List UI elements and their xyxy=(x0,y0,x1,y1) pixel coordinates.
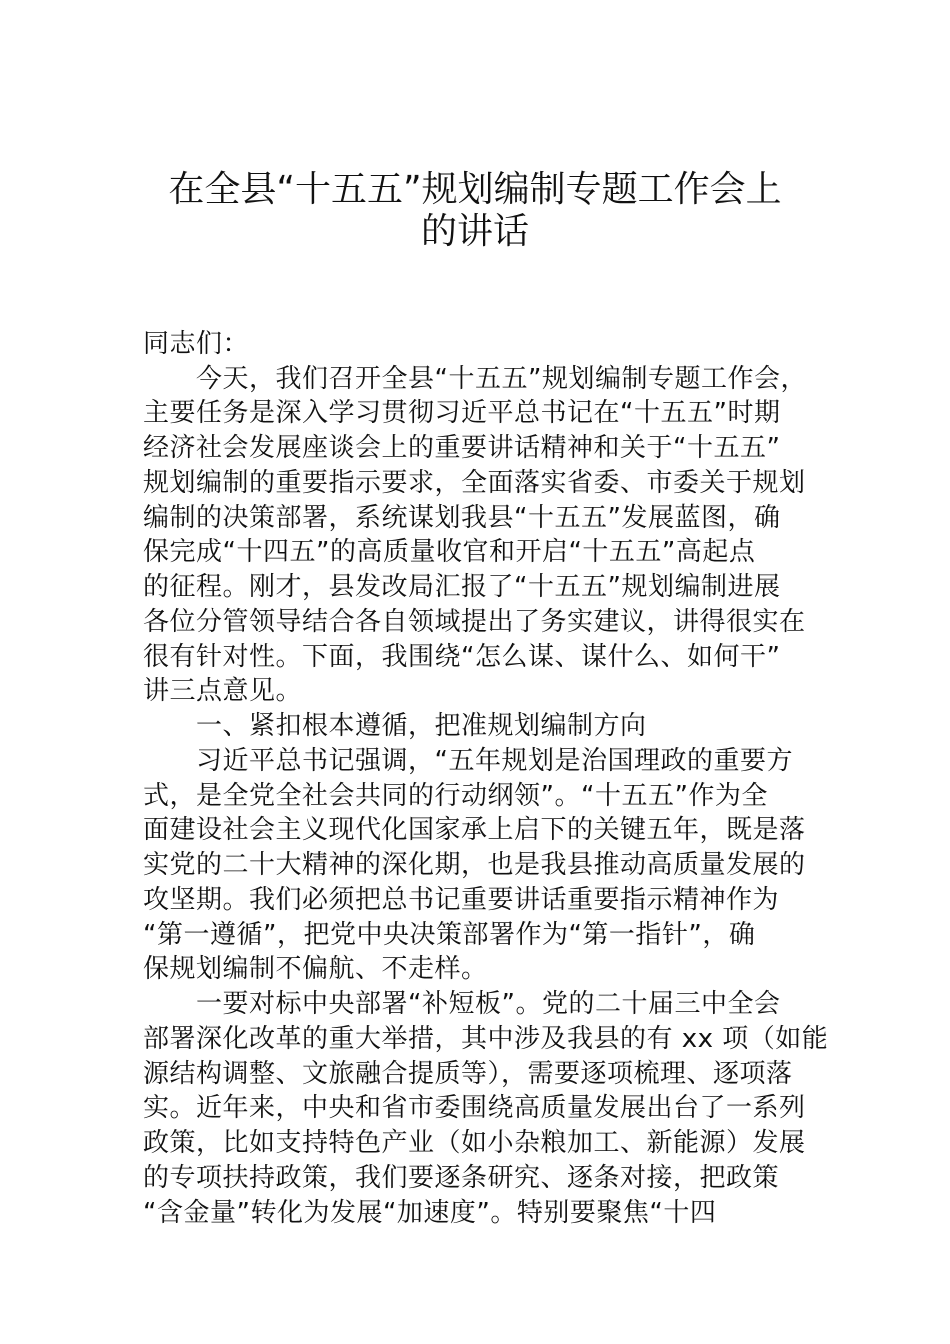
paragraph-line: 规划编制的重要指示要求，全面落实省委、市委关于规划 xyxy=(143,468,806,498)
paragraph-line: 编制的决策部署，系统谋划我县“十五五”发展蓝图，确 xyxy=(143,503,781,533)
paragraph-line: 实。近年来，中央和省市委围绕高质量发展出台了一系列 xyxy=(143,1093,806,1123)
paragraph-line: 面建设社会主义现代化国家承上启下的关键五年，既是落 xyxy=(143,815,806,845)
document-title-line-2: 的讲话 xyxy=(420,211,529,252)
paragraph-line: 的专项扶持政策，我们要逐条研究、逐条对接，把政策 xyxy=(143,1163,780,1193)
salutation: 同志们： xyxy=(143,329,250,359)
paragraph-line: 习近平总书记强调，“五年规划是治国理政的重要方 xyxy=(143,746,793,776)
paragraph-line: 源结构调整、文旅融合提质等），需要逐项梳理、逐项落 xyxy=(143,1059,793,1089)
paragraph-line: 攻坚期。我们必须把总书记重要讲话重要指示精神作为 xyxy=(143,885,780,915)
paragraph-line: 保完成“十四五”的高质量收官和开启“十五五”高起点 xyxy=(143,537,756,567)
paragraph-line: 一要对标中央部署“补短板”。党的二十届三中全会 xyxy=(143,989,781,1019)
paragraph-line: 政策，比如支持特色产业（如小杂粮加工、新能源）发展 xyxy=(143,1128,806,1158)
paragraph-line: 实党的二十大精神的深化期，也是我县推动高质量发展的 xyxy=(143,850,806,880)
paragraph-line: 的征程。刚才，县发改局汇报了“十五五”规划编制进展 xyxy=(143,572,781,602)
paragraph-line: 今天，我们召开全县“十五五”规划编制专题工作会， xyxy=(143,364,807,394)
paragraph-line: 部署深化改革的重大举措，其中涉及我县的有 xx 项（如能 xyxy=(143,1024,829,1054)
section-heading: 一、紧扣根本遵循，把准规划编制方向 xyxy=(143,711,647,741)
paragraph-line: “含金量”转化为发展“加速度”。特别要聚焦“十四 xyxy=(143,1198,717,1228)
paragraph-line: 主要任务是深入学习贯彻习近平总书记在“十五五”时期 xyxy=(143,398,781,428)
paragraph-line: 保规划编制不偏航、不走样。 xyxy=(143,954,488,984)
paragraph-line: 很有针对性。下面，我围绕“怎么谋、谋什么、如何干” xyxy=(143,642,781,672)
paragraph-line: 式，是全党全社会共同的行动纲领”。“十五五”作为全 xyxy=(143,781,768,811)
paragraph-line: 经济社会发展座谈会上的重要讲话精神和关于“十五五” xyxy=(143,433,781,463)
document-title-line-1: 在全县“十五五”规划编制专题工作会上 xyxy=(168,169,782,210)
paragraph-line: 各位分管领导结合各自领域提出了务实建议，讲得很实在 xyxy=(143,607,806,637)
paragraph-line: “第一遵循”，把党中央决策部署作为“第一指针”，确 xyxy=(143,920,756,950)
paragraph-line: 讲三点意见。 xyxy=(143,676,303,706)
